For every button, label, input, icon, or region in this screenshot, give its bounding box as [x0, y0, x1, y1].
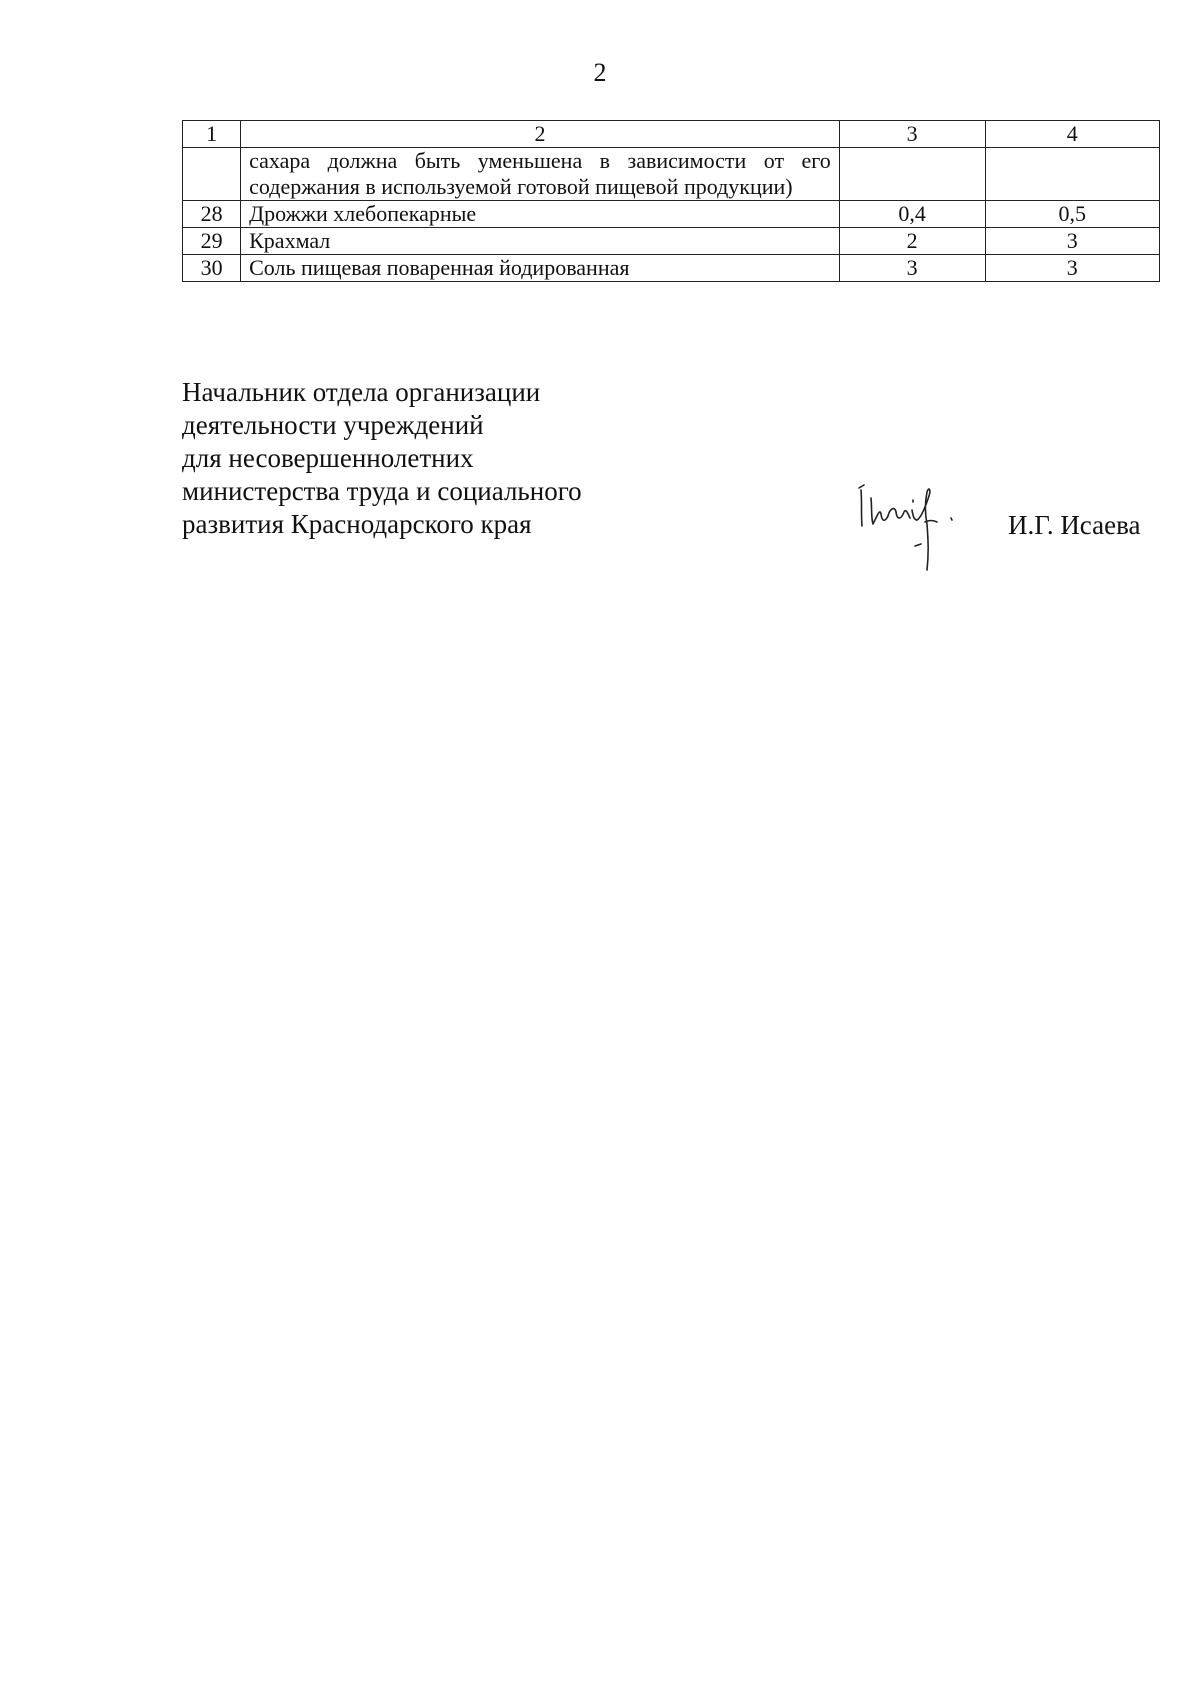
norms-table — [182, 120, 1160, 282]
title-line: для несовершеннолетних — [182, 443, 474, 473]
signer-name: И.Г. Исаева — [1008, 510, 1141, 540]
header-cell: 2 — [241, 121, 840, 148]
title-line: развития Краснодарского края — [182, 509, 532, 539]
row-number-cell: 29 — [183, 228, 241, 255]
table-row — [183, 255, 1160, 282]
handwritten-signature — [855, 478, 965, 578]
header-cell: 3 — [839, 121, 985, 148]
product-name-cell: Соль пищевая поваренная йодированная — [241, 255, 840, 282]
continuation-text-cell: сахара должна быть уменьшена в зависимости от его содержания в используемой готовой пищевой продукции) — [241, 148, 840, 201]
value-cell: 0,5 — [985, 201, 1159, 228]
value-cell: 3 — [985, 228, 1159, 255]
table-row — [183, 148, 1160, 201]
signatory-title — [182, 376, 642, 541]
product-name-cell: Крахмал — [241, 228, 840, 255]
title-line: Начальник отдела организации — [182, 377, 541, 407]
row-number-cell — [183, 148, 241, 201]
title-line: министерства труда и социального — [182, 476, 582, 506]
table-row — [183, 228, 1160, 255]
value-cell: 2 — [839, 228, 985, 255]
row-number-cell: 28 — [183, 201, 241, 228]
header-cell: 4 — [985, 121, 1159, 148]
title-line: деятельности учреждений — [182, 410, 484, 440]
product-name-cell: Дрожжи хлебопекарные — [241, 201, 840, 228]
value-cell: 0,4 — [839, 201, 985, 228]
row-number-cell: 30 — [183, 255, 241, 282]
value-cell: 3 — [985, 255, 1159, 282]
table-row — [183, 201, 1160, 228]
value-cell — [839, 148, 985, 201]
header-cell: 1 — [183, 121, 241, 148]
table-header-row — [183, 121, 1160, 148]
value-cell: 3 — [839, 255, 985, 282]
value-cell — [985, 148, 1159, 201]
page-number: 2 — [593, 58, 607, 87]
